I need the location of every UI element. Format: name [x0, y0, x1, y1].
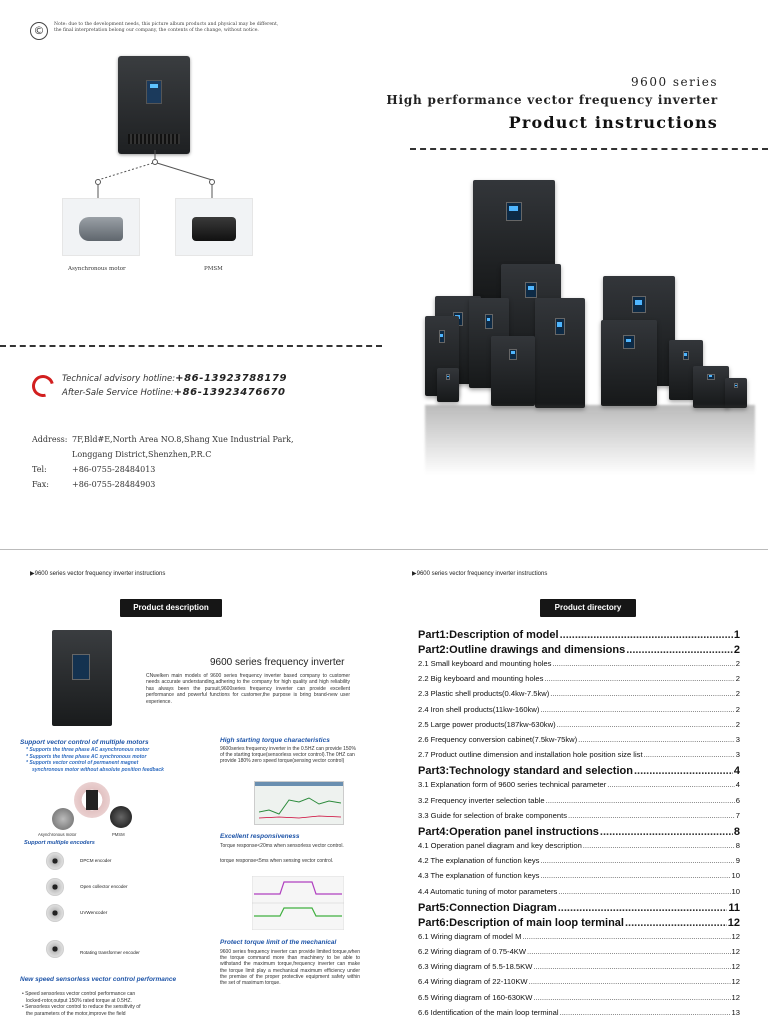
toc-leader-dots	[540, 856, 734, 865]
toc-entry-page: 12	[731, 931, 740, 941]
toc-leader-dots	[625, 917, 727, 929]
toc-entry-page: 4	[733, 765, 740, 778]
toc-entry-title: 6.2 Wiring diagram of 0.75-4KW	[418, 947, 527, 956]
sensorless-bullet-3: • Sensorless vector control to reduce the sensitivity of	[22, 1004, 141, 1010]
toc-entry-title: 2.2 Big keyboard and mounting holes	[418, 674, 544, 684]
inside-spread	[0, 550, 768, 1024]
toc-section-entry[interactable]	[418, 720, 740, 729]
toc-entry-page: 6	[735, 795, 740, 805]
toc-entry-title: 3.2 Frequency inverter selection table	[418, 795, 545, 805]
toc-section-entry[interactable]	[418, 780, 740, 789]
sensorless-bullet-4: the parameters of the motor,improve the field	[26, 1010, 126, 1017]
toc-entry-title: 6.4 Wiring diagram of 22-110KW	[418, 977, 528, 987]
toc-entry-title: 4.3 The explanation of function keys	[418, 871, 540, 881]
toc-part-entry[interactable]	[418, 765, 740, 777]
toc-leader-dots	[607, 780, 735, 789]
toc-entry-page: 11	[728, 901, 740, 914]
torque-title: High starting torque characteristics	[220, 737, 330, 744]
toc-entry-title: 2.5 Large power products(187kw-630kw)	[418, 719, 556, 729]
toc-entry-title: 2.3 Plastic shell products(0.4kw-7.5kw)	[418, 689, 550, 699]
vector-control-title: Support vector control of multiple motors	[20, 739, 149, 746]
toc-section-entry[interactable]	[418, 871, 740, 880]
toc-leader-dots	[533, 962, 730, 971]
desc-body: CNwelken main models of 9600 series frequency inverter based company to customer needs accurate understanding,adhering to the company for high quality and high reliability has always been the pursuit,9600series frequency inverter can provide excellent performance and powerful functions for customer,the purpose is bring brand-new user experience.	[146, 673, 350, 705]
encoder-label-4: Rotating transformer encoder	[80, 950, 140, 955]
inverter-product-image-small	[52, 630, 112, 726]
toc-leader-dots	[583, 841, 735, 850]
response-waveform-chart	[252, 876, 344, 930]
hotline-number-technical: +86-13923788179	[175, 373, 288, 384]
open-collector-encoder-icon	[46, 878, 64, 896]
toc-leader-dots	[557, 720, 735, 729]
toc-leader-dots	[578, 735, 735, 744]
toc-entry-title: Part4:Operation panel instructions	[418, 826, 599, 838]
motor-label-pmsm: PMSM	[204, 266, 223, 272]
encoder-label-1: DPCM encoder	[80, 858, 112, 863]
tel-label: Tel:	[32, 465, 47, 474]
vector-bullet-4: synchronous motor without absolute position feedback	[32, 766, 164, 773]
toc-entry-page: 8	[733, 826, 740, 838]
toc-entry-page: 12	[731, 962, 740, 972]
rotating-transformer-encoder-icon	[46, 940, 64, 958]
toc-entry-page: 2	[735, 689, 740, 699]
copyright-icon: ©	[30, 22, 48, 40]
inverter-product-image	[118, 56, 190, 154]
toc-entry-title: 3.3 Guide for selection of brake components	[418, 810, 568, 820]
title-main: Product instructions	[508, 113, 718, 132]
toc-leader-dots	[540, 705, 734, 714]
fax-label: Fax:	[32, 480, 49, 489]
toc-entry-title: 6.5 Wiring diagram of 160-630KW	[418, 992, 533, 1002]
running-head-right: ▶9600 series vector frequency inverter instructions	[412, 571, 548, 577]
toc-entry-page: 13	[731, 1007, 740, 1017]
toc-entry-page: 10	[731, 871, 740, 881]
protect-torque-body: 9600 series frequency inverter can provide limited torque,when the torque command more than machinery to be able to withstand the maximum torque,frequency inverter can make the torque limit play a mechanical maximum efficiency under the premise of the proper protective equipment safety within the set of maximum torque.	[220, 949, 360, 987]
sensorless-bullet-2: locked-rotor,output 150% rated torque at 0.5HZ.	[26, 997, 132, 1004]
toc-section-entry[interactable]	[418, 659, 740, 668]
toc-leader-dots	[544, 674, 734, 683]
encoder-label-3: UVWencoder	[80, 910, 108, 915]
toc-entry-title: 3.1 Explanation form of 9600 series technical parameter	[418, 780, 607, 790]
toc-entry-page: 7	[735, 810, 740, 820]
toc-entry-page: 10	[731, 886, 740, 896]
toc-part-entry[interactable]	[418, 644, 740, 656]
sensorless-bullet-1: • Speed sensorless vector control performance can	[22, 991, 136, 997]
running-head-left: ▶9600 series vector frequency inverter instructions	[30, 571, 166, 577]
toc-section-entry[interactable]	[418, 1008, 740, 1017]
address-label: Address:	[32, 435, 68, 444]
toc-entry-page: 8	[735, 841, 740, 850]
vector-bullet-2: * Supports the three phase AC synchronous motor	[26, 753, 147, 760]
toc-section-entry[interactable]	[418, 962, 740, 971]
toc-leader-dots	[533, 993, 730, 1002]
pmsm-motor-mini-label: PMSM	[112, 832, 125, 837]
asynchronous-motor-image	[62, 198, 140, 256]
toc-leader-dots	[558, 887, 730, 896]
toc-entry-page: 2	[735, 719, 740, 729]
toc-leader-dots	[529, 977, 731, 986]
dpcm-encoder-icon	[46, 852, 64, 870]
toc-leader-dots	[600, 826, 733, 838]
toc-entry-page: 12	[731, 947, 740, 956]
toc-entry-title: Part3:Technology standard and selection	[418, 765, 633, 778]
toc-section-entry[interactable]	[418, 811, 740, 820]
toc-entry-title: 6.3 Wiring diagram of 5.5-18.5KW	[418, 962, 533, 972]
notice-text: Note: due to the development needs, this picture album products and physical may be different, the final interpretation belong our company, the contents of the change, without notice.	[54, 22, 279, 33]
section-tag-description: Product description	[120, 599, 222, 617]
toc-entry-title: Part5:Connection Diagram	[418, 901, 557, 914]
toc-section-entry[interactable]	[418, 750, 740, 759]
tel-number: +86-0755-28484013	[72, 465, 156, 474]
toc-entry-title: 6.6 Identification of the main loop terminal	[418, 1007, 559, 1017]
toc-entry-page: 12	[727, 916, 740, 929]
toc-leader-dots	[540, 871, 730, 880]
encoders-title: Support multiple encoders	[24, 840, 95, 846]
pmsm-motor-image	[175, 198, 253, 256]
toc-leader-dots	[644, 750, 735, 759]
vector-bullet-1: * Supports the three phase AC asynchronous motor	[26, 747, 150, 753]
title-series: 9600 series	[631, 75, 718, 89]
product-reflection	[425, 405, 755, 475]
toc-section-entry[interactable]	[418, 735, 740, 744]
toc-entry-page: 4	[735, 780, 740, 790]
toc-entry-title: Part2:Outline drawings and dimensions	[418, 644, 626, 656]
dashed-divider-left	[0, 345, 382, 347]
toc-part-entry[interactable]	[418, 826, 740, 838]
toc-section-entry[interactable]	[418, 841, 740, 850]
toc-leader-dots	[546, 796, 735, 805]
toc-entry-title: 4.2 The explanation of function keys	[418, 856, 540, 866]
address-line-2: Longgang District,Shenzhen,P.R.C	[72, 450, 212, 459]
dashed-divider-right	[410, 148, 768, 150]
toc-leader-dots	[558, 902, 728, 914]
toc-section-entry[interactable]	[418, 796, 740, 805]
vector-bullet-3: * Supports vector control of permanent magnet	[26, 760, 139, 766]
address-line-1: 7F,Bld#E,North Area NO.8,Shang Xue Industrial Park,	[72, 435, 294, 444]
toc-leader-dots	[522, 932, 730, 941]
toc-entry-page: 9	[735, 856, 740, 866]
torque-screenshot	[254, 781, 344, 825]
toc-part-entry[interactable]	[418, 917, 740, 929]
desc-title: 9600 series frequency inverter	[210, 657, 345, 668]
toc-entry-title: 2.7 Product outline dimension and installation hole position size list	[418, 750, 643, 760]
toc-entry-page: 2	[735, 704, 740, 714]
toc-section-entry[interactable]	[418, 887, 740, 896]
toc-entry-page: 3	[735, 750, 740, 760]
company-logo-icon	[28, 371, 58, 401]
hotline-label-technical: Technical advisory hotline:	[62, 374, 176, 384]
toc-entry-title: 2.6 Frequency conversion cabinet(7.5kw-75kw)	[418, 735, 578, 744]
toc-entry-title: 2.1 Small keyboard and mounting holes	[418, 659, 552, 668]
title-subtitle: High performance vector frequency inverter	[386, 93, 718, 107]
toc-section-entry[interactable]	[418, 947, 740, 956]
connection-tree-diagram	[50, 150, 250, 202]
async-motor-mini-label: Asynchronous motor	[38, 832, 77, 837]
toc-section-entry[interactable]	[418, 977, 740, 986]
sensorless-title: New speed sensorless vector control performance	[20, 976, 177, 983]
hotline-number-aftersale: +86-13923476670	[173, 387, 286, 398]
toc-entry-title: Part6:Description of main loop terminal	[418, 916, 624, 929]
toc-entry-title: 4.4 Automatic tuning of motor parameters	[418, 886, 558, 896]
encoder-label-2: Open collector encoder	[80, 884, 128, 889]
toc-section-entry[interactable]	[418, 689, 740, 698]
hotline-block	[32, 372, 287, 400]
toc-entry-page: 1	[733, 629, 740, 641]
toc-leader-dots	[634, 765, 733, 777]
fax-number: +86-0755-28484903	[72, 480, 156, 489]
inverter-family-photo	[425, 180, 755, 420]
toc-section-entry[interactable]	[418, 993, 740, 1002]
toc-entry-page: 12	[731, 977, 740, 987]
motor-label-async: Asynchronous motor	[68, 266, 126, 272]
toc-entry-title: Part1:Description of model	[418, 629, 559, 641]
uvw-encoder-icon	[46, 904, 64, 922]
responsiveness-title: Excellent responsiveness	[220, 833, 300, 840]
toc-section-entry[interactable]	[418, 705, 740, 714]
toc-entry-title: 2.4 Iron shell products(11kw-160kw)	[418, 704, 540, 714]
toc-section-entry[interactable]	[418, 856, 740, 865]
toc-leader-dots	[626, 644, 733, 656]
toc-section-entry[interactable]	[418, 932, 740, 941]
address-block	[32, 432, 294, 492]
toc-entry-page: 2	[735, 659, 740, 668]
toc-leader-dots	[560, 629, 733, 641]
toc-entry-title: 6.1 Wiring diagram of model M	[418, 931, 522, 941]
toc-part-entry[interactable]	[418, 902, 740, 914]
cover-title-block	[386, 75, 718, 132]
toc-entry-page: 3	[735, 735, 740, 744]
toc-section-entry[interactable]	[418, 674, 740, 683]
toc-leader-dots	[550, 689, 735, 698]
async-motor-mini-image	[52, 808, 74, 830]
protect-torque-title: Protect torque limit of the mechanical	[220, 939, 337, 946]
toc-leader-dots	[560, 1008, 731, 1017]
toc-entry-page: 2	[735, 674, 740, 684]
pmsm-motor-mini-image	[110, 806, 132, 828]
copyright-notice	[30, 22, 280, 40]
toc-entry-page: 2	[733, 644, 740, 656]
toc-entry-page: 12	[731, 992, 740, 1002]
inverter-ring-diagram	[74, 782, 110, 818]
torque-body: 9600series frequency inverter in the 0.5HZ can provide 150% of the starting torque(sensorless vector control).The 0HZ can provide 180% zero speed torque(sensing vector control)	[220, 746, 356, 765]
responsiveness-body-1: Torque response<20ms when sensorless vector control.	[220, 843, 344, 849]
responsiveness-body-2: torque response<5ms when sensing vector control.	[220, 858, 334, 864]
section-tag-directory: Product directory	[540, 599, 636, 617]
toc-leader-dots	[552, 659, 734, 668]
toc-leader-dots	[527, 947, 731, 956]
toc-leader-dots	[568, 811, 735, 820]
toc-entry-title: 4.1 Operation panel diagram and key description	[418, 841, 582, 850]
hotline-label-aftersale: After-Sale Service Hotline:	[62, 388, 174, 398]
toc-part-entry[interactable]	[418, 629, 740, 641]
